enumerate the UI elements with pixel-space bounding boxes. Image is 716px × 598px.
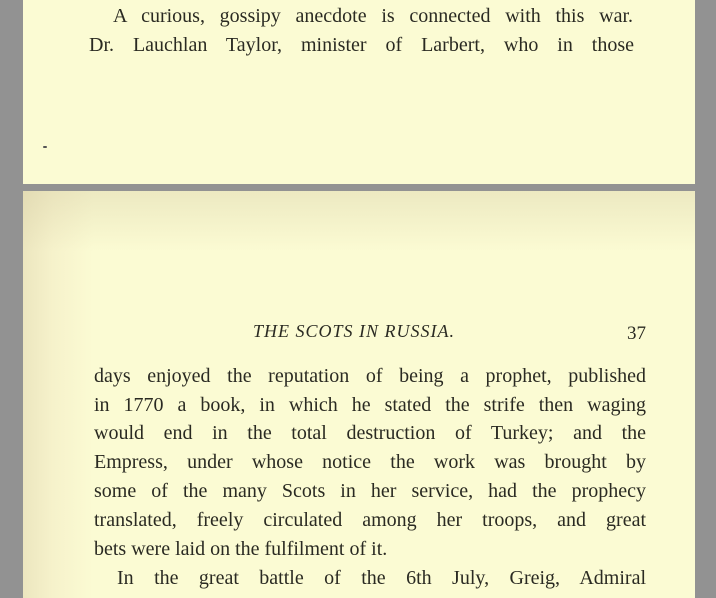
text-line: days enjoyed the reputation of being a prophet, published: [94, 365, 646, 387]
text-line: In the great battle of the 6th July, Greig, Admiral: [117, 567, 646, 589]
running-head: THE SCOTS IN RUSSIA.: [253, 321, 456, 341]
text-line: bets were laid on the fulfilment of it.: [94, 538, 388, 560]
text-line: Dr. Lauchlan Taylor, minister of Larbert, who in those: [89, 34, 634, 56]
page-number: 37: [627, 323, 646, 344]
text-line: some of the many Scots in her service, had the prophecy: [94, 480, 646, 502]
text-line: in 1770 a book, in which he stated the strife then waging: [94, 394, 646, 416]
ink-speck: [43, 146, 47, 148]
page-37: [23, 191, 695, 598]
text-line: Empress, under whose notice the work was brought by: [94, 451, 646, 473]
text-line: translated, freely circulated among her troops, and great: [94, 509, 646, 531]
page-36-bottom-fragment: [23, 0, 695, 184]
text-line: A curious, gossipy anecdote is connected with this war.: [113, 5, 633, 27]
text-line: would end in the total destruction of Turkey; and the: [94, 422, 646, 444]
